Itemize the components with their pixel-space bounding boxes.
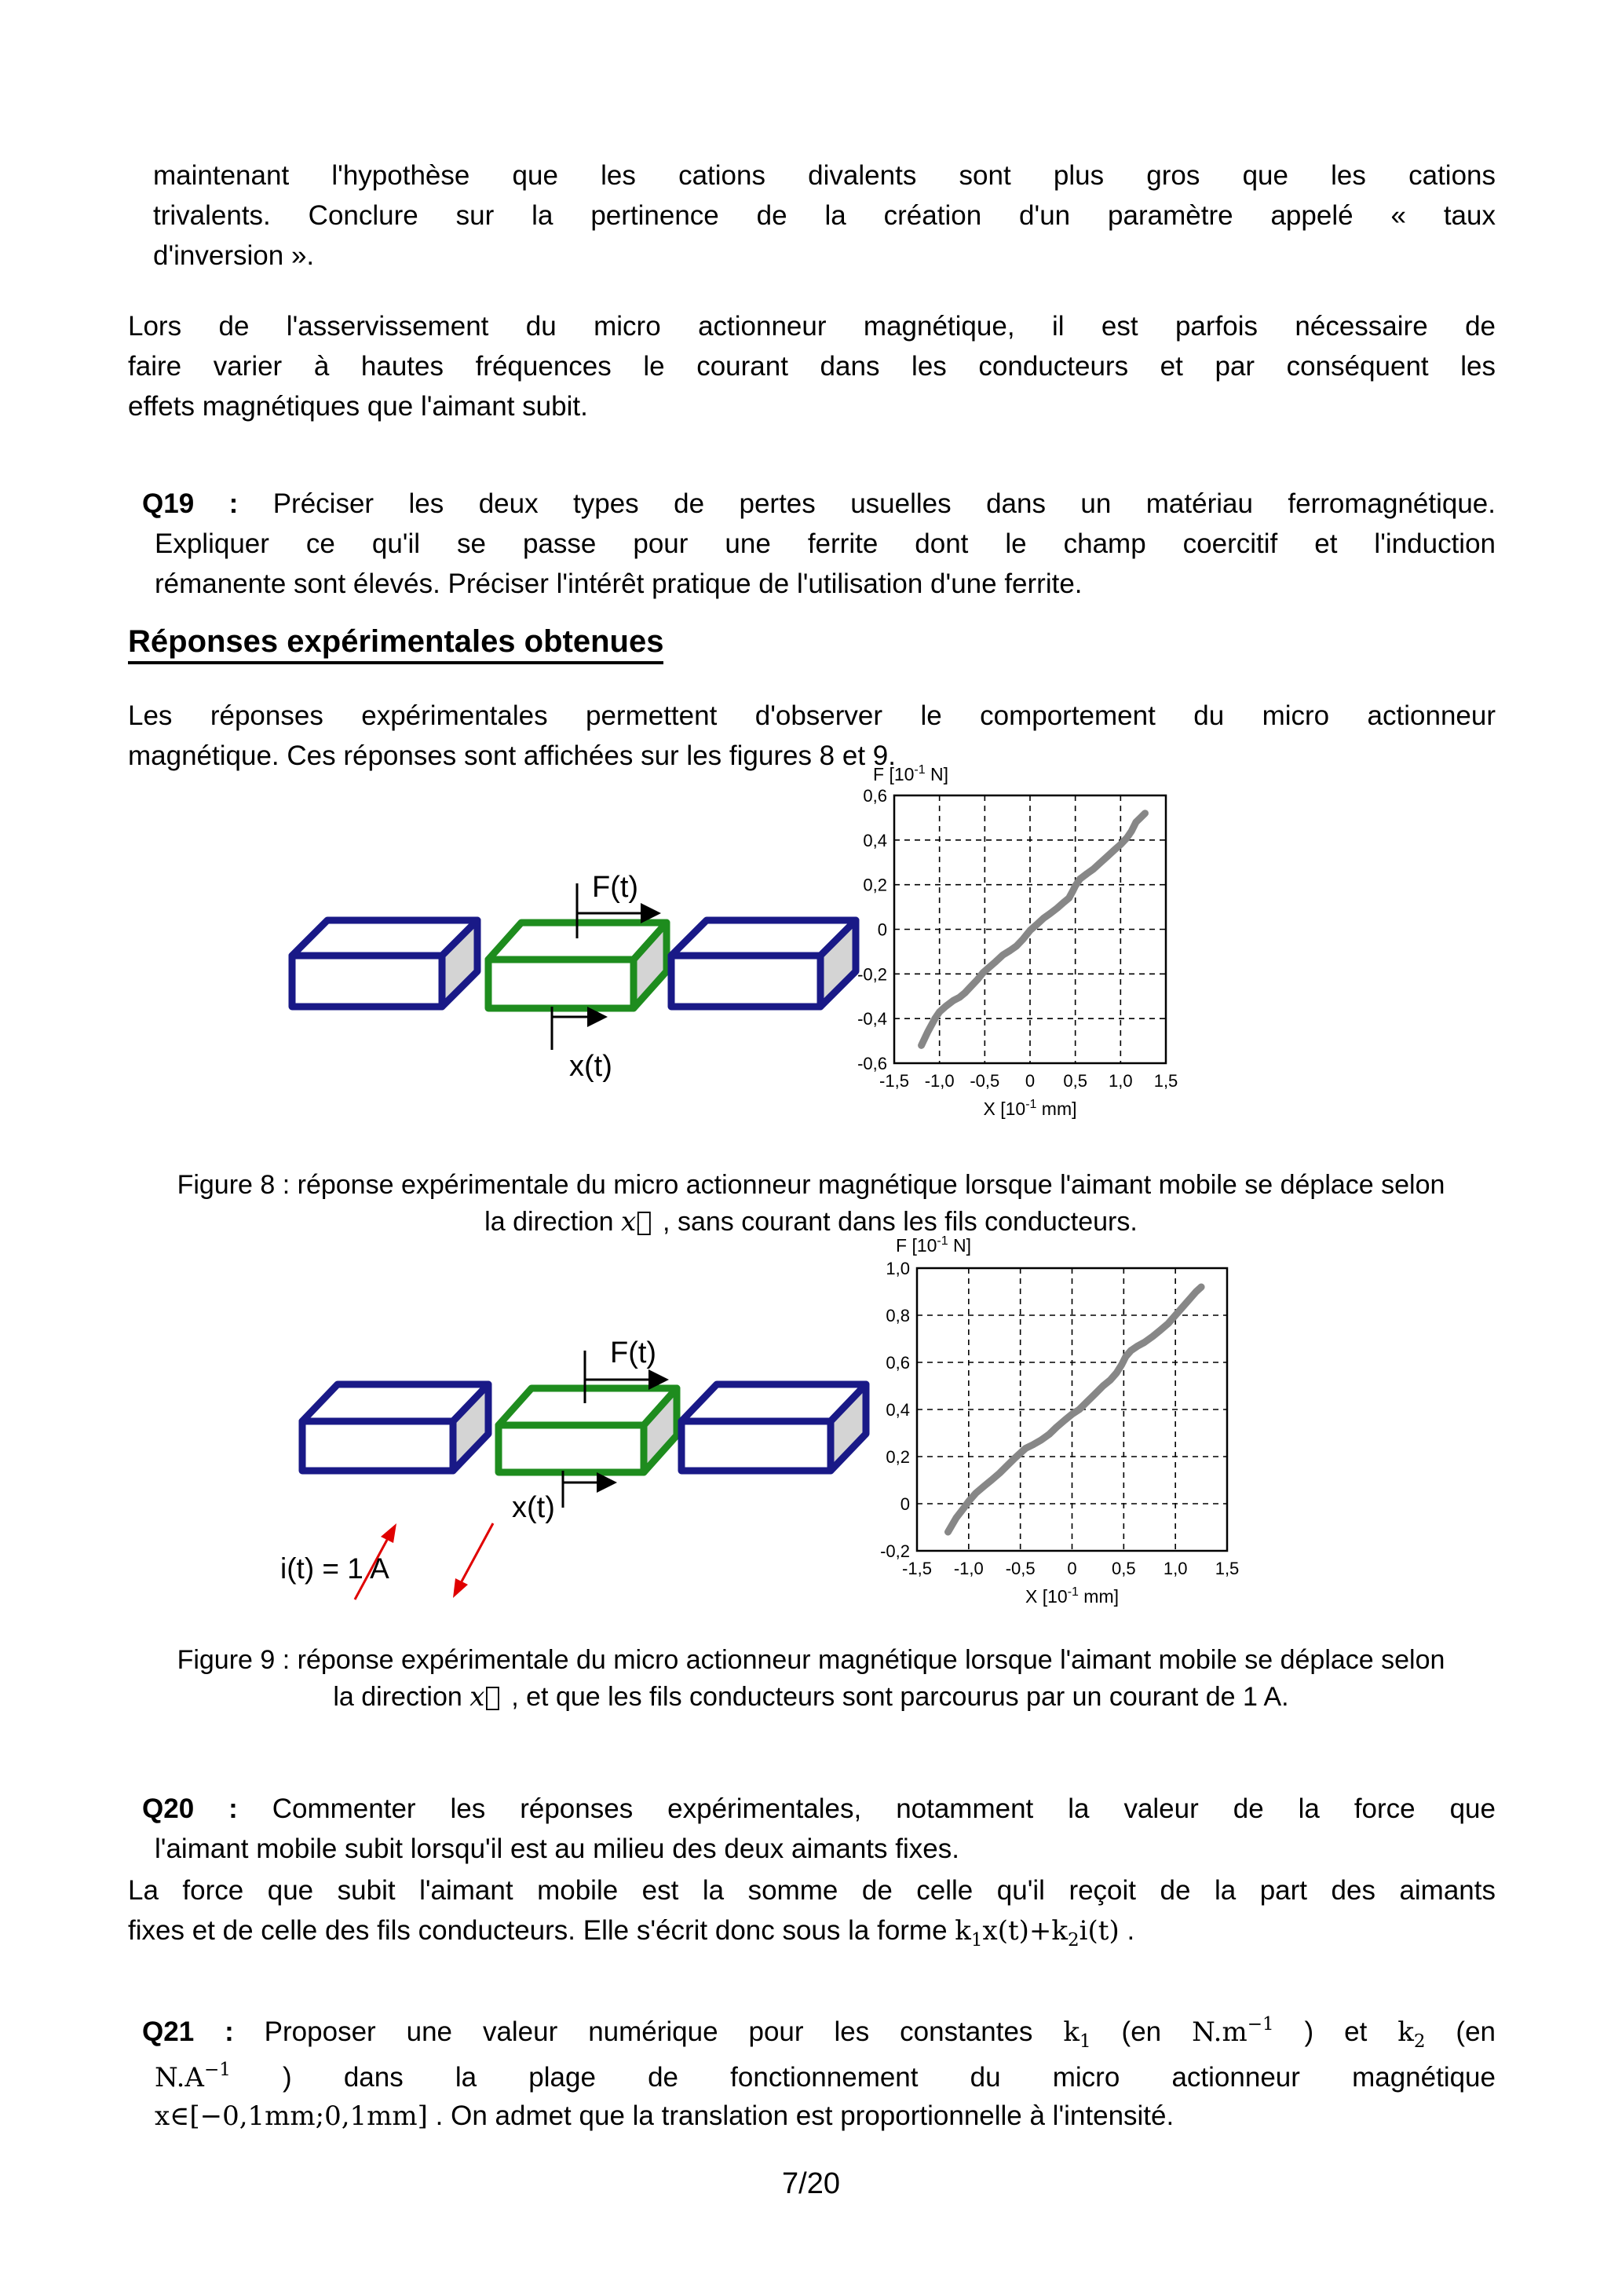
text-segment: 1 (1079, 2031, 1091, 2052)
x-tick-label: -1,0 (953, 1559, 984, 1578)
text-segment: x⃗ (621, 1206, 652, 1238)
text-segment: Q19 : (142, 488, 273, 519)
text-segment: N.m (1192, 2016, 1248, 2048)
text-segment: La force que subit l'aimant mobile est la somme de celle qu'il reçoit de la part des aimants (128, 1875, 1496, 1906)
x-tick-label: -0,5 (970, 1071, 1000, 1091)
fixed-magnet-left (292, 920, 477, 1007)
text-segment: magnétique. Ces réponses sont affichées sur les figures 8 et 9. (128, 740, 896, 771)
text-segment: , et que les fils conducteurs sont parcourus par un courant de 1 A. (503, 1682, 1289, 1712)
text-segment: Q20 : (142, 1793, 272, 1824)
text-segment: k (955, 1915, 971, 1947)
text-segment: x(t)+k (982, 1915, 1068, 1947)
x-axis-title: X [$10^{-1}$ mm] (983, 1098, 1077, 1119)
figure9-diagram (259, 1319, 887, 1625)
question-19-line (155, 524, 1496, 564)
y-tick-label: 0,6 (886, 1353, 910, 1373)
figure9-caption-line (0, 1679, 1622, 1716)
text-segment: −1 (203, 2060, 231, 2080)
text-segment: . On admet que la translation est proportionnelle à l'intensité. (427, 2100, 1174, 2131)
figure8-diagram (259, 848, 887, 1084)
text-segment: la direction (333, 1682, 470, 1712)
text-segment: effets magnétiques que l'aimant subit. (128, 391, 588, 422)
text-segment: ) et (1273, 2016, 1398, 2047)
y-tick-label: 0,2 (886, 1447, 910, 1467)
paragraph-intro-line (153, 155, 1496, 196)
displacement-label: x(t) (512, 1491, 555, 1524)
text-segment: Q21 : (142, 2016, 265, 2047)
x-tick-label: -1,0 (924, 1071, 955, 1091)
text-segment: fixes et de celle des fils conducteurs. Elle s'écrit donc sous la forme (128, 1915, 955, 1946)
fixed-magnet-right (681, 1384, 866, 1471)
text-segment: faire varier à hautes fréquences le courant dans les conducteurs et par conséquent les (128, 351, 1496, 382)
paragraph-reponses-line (128, 736, 1496, 776)
text-segment: (en (1425, 2016, 1496, 2047)
page-number: 7/20 (782, 2167, 840, 2200)
y-tick-label: -0,4 (857, 1009, 887, 1029)
text-segment: Figure 9 : réponse expérimentale du micro actionneur magnétique lorsque l'aimant mobile se déplace selon (177, 1645, 1445, 1675)
x-tick-label: 1,0 (1109, 1071, 1133, 1091)
text-segment: Commenter les réponses expérimentales, notamment la valeur de la force que (272, 1793, 1496, 1824)
text-segment: , sans courant dans les fils conducteurs. (655, 1207, 1138, 1237)
x-tick-label: 0 (1067, 1559, 1077, 1578)
y-tick-label: 0,2 (863, 875, 887, 895)
text-segment: −1 (1247, 2014, 1274, 2035)
current-label: i(t) = 1 A (280, 1552, 389, 1585)
x-tick-label: -0,5 (1005, 1559, 1036, 1578)
fixed-magnet-right (671, 920, 856, 1007)
x-tick-label: 0 (1025, 1071, 1036, 1091)
section-heading-text: Réponses expérimentales obtenues (128, 624, 663, 664)
question-19-line (142, 484, 1496, 524)
fixed-magnet-left (302, 1384, 488, 1471)
text-segment: Expliquer ce qu'il se passe pour une ferrite dont le champ coercitif et l'induction (155, 528, 1496, 559)
y-tick-label: 0,4 (886, 1400, 910, 1420)
x-tick-label: -1,5 (879, 1071, 909, 1091)
x-tick-label: 0,5 (1112, 1559, 1136, 1578)
y-axis-title: F [$10^{-1}$ N] (873, 763, 949, 784)
chart-svg (824, 1233, 1327, 1633)
paragraph-asservissement-line (128, 306, 1496, 346)
text-segment: N.A (155, 2062, 204, 2093)
x-tick-label: 1,5 (1153, 1071, 1178, 1091)
text-segment: 2 (1413, 2031, 1426, 2052)
x-tick-label: -1,5 (902, 1559, 932, 1578)
y-tick-label: 0,4 (863, 830, 887, 850)
text-segment: Lors de l'asservissement du micro actionneur magnétique, il est parfois nécessaire de (128, 311, 1496, 342)
question-20-line (155, 1829, 1496, 1869)
text-segment: . (1119, 1915, 1135, 1946)
y-tick-label: -0,6 (857, 1054, 887, 1073)
paragraph-asservissement-line (128, 386, 1496, 426)
question-21-line (155, 2050, 1496, 2098)
y-tick-label: -0,2 (880, 1541, 910, 1561)
text-segment: Proposer une valeur numérique pour les constantes (264, 2016, 1064, 2047)
mobile-magnet (499, 1388, 677, 1472)
force-label: F(t) (592, 871, 639, 904)
figure9-caption-line (0, 1642, 1622, 1679)
text-segment: k (1063, 2016, 1080, 2048)
paragraph-intro-line (153, 236, 1496, 276)
paragraph-force-line (128, 1870, 1496, 1910)
text-segment: trivalents. Conclure sur la pertinence de la création d'un paramètre appelé « taux (153, 200, 1496, 231)
x-axis-title: X [$10^{-1}$ mm] (1025, 1585, 1120, 1607)
text-segment: maintenant l'hypothèse que les cations divalents sont plus gros que les cations (153, 160, 1496, 191)
text-segment: x∈[−0,1mm;0,1mm] (155, 2100, 428, 2132)
text-segment: 2 (1068, 1930, 1080, 1951)
paragraph-reponses-line (128, 696, 1496, 736)
text-segment: Figure 8 : réponse expérimentale du micro actionneur magnétique lorsque l'aimant mobile se déplace selon (177, 1170, 1445, 1200)
paragraph-asservissement-line (128, 346, 1496, 386)
displacement-arrow (552, 1007, 608, 1050)
section-heading (128, 624, 663, 660)
force-label: F(t) (610, 1336, 657, 1369)
text-segment: 1 (970, 1930, 983, 1951)
figure9-diagram-svg (259, 1319, 887, 1625)
current-arrow-right (453, 1523, 493, 1598)
text-segment: l'aimant mobile subit lorsqu'il est au milieu des deux aimants fixes. (155, 1834, 959, 1864)
text-segment: Les réponses expérimentales permettent d'observer le comportement du micro actionneur (128, 700, 1496, 731)
text-segment: i(t) (1079, 1915, 1120, 1947)
text-segment: la direction (484, 1207, 622, 1237)
x-tick-label: 1,0 (1163, 1559, 1188, 1578)
y-tick-label: 0 (877, 919, 887, 940)
text-segment: d'inversion ». (153, 240, 315, 271)
displacement-arrow (563, 1471, 617, 1508)
chart-svg (824, 762, 1264, 1139)
figure8-caption-line (0, 1167, 1622, 1204)
text-segment: (en (1090, 2016, 1193, 2047)
text-segment: Préciser les deux types de pertes usuelles dans un matériau ferromagnétique. (272, 488, 1496, 519)
text-segment: x⃗ (469, 1681, 501, 1713)
y-tick-label: 0 (900, 1494, 910, 1514)
paragraph-intro-line (153, 196, 1496, 236)
question-19-line (155, 564, 1496, 604)
question-20-line (142, 1789, 1496, 1829)
text-segment: ) dans la plage de fonctionnement du micro actionneur magnétique (230, 2062, 1496, 2093)
figure8-caption-line (0, 1204, 1622, 1241)
y-tick-label: -0,2 (857, 964, 887, 985)
y-axis-title: F [$10^{-1}$ N] (896, 1234, 972, 1256)
figure8-diagram-svg (259, 848, 887, 1084)
y-tick-label: 0,8 (886, 1306, 910, 1325)
paragraph-force-line (128, 1910, 1496, 1961)
displacement-label: x(t) (569, 1050, 612, 1083)
question-21-line (155, 2096, 1496, 2137)
figure8-chart (824, 762, 1264, 1139)
x-tick-label: 1,5 (1215, 1559, 1240, 1578)
x-tick-label: 0,5 (1063, 1071, 1087, 1091)
text-segment: k (1397, 2016, 1414, 2048)
y-tick-label: 0,6 (863, 786, 887, 806)
y-tick-label: 1,0 (886, 1259, 910, 1278)
figure9-chart (824, 1233, 1327, 1633)
text-segment: rémanente sont élevés. Préciser l'intérêt pratique de l'utilisation d'une ferrite. (155, 569, 1083, 599)
